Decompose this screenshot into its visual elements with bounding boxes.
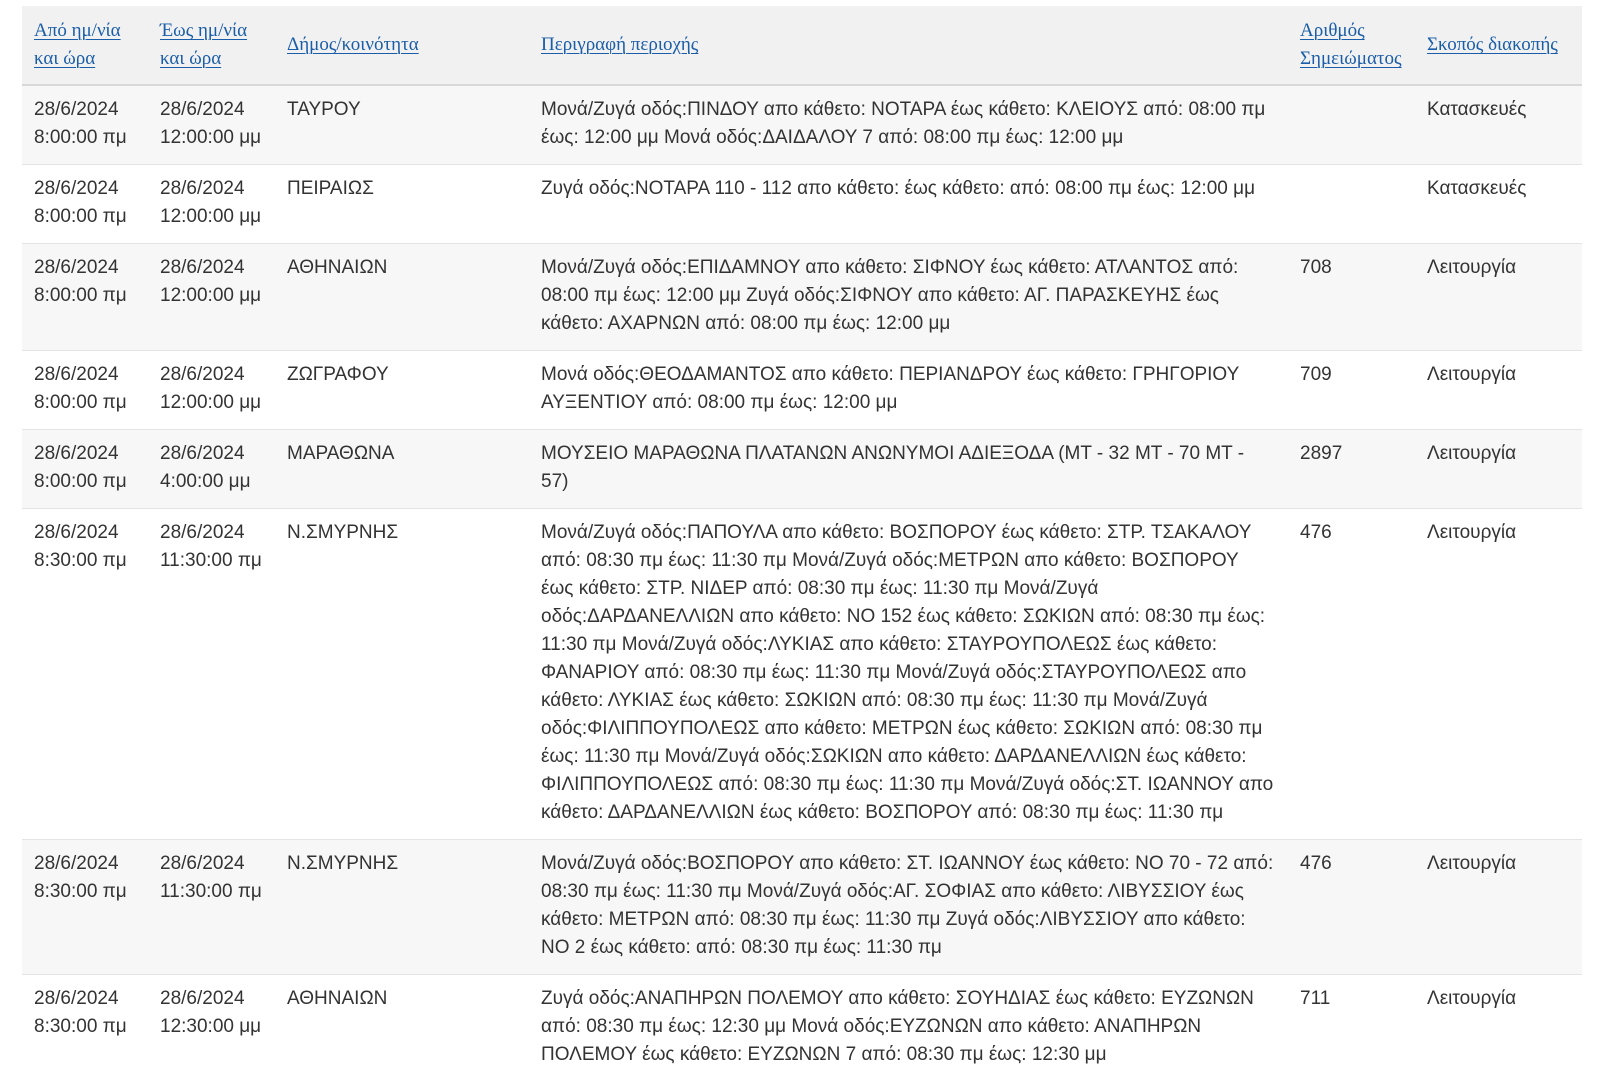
column-header-description-label: Περιγραφή περιοχής <box>541 34 699 55</box>
column-header-municipality-label: Δήμος/κοινότητα <box>287 34 419 55</box>
table-row <box>22 840 1582 975</box>
cell-purpose: Λειτουργία <box>1415 351 1582 430</box>
cell-municipality: ΑΘΗΝΑΙΩΝ <box>275 975 529 1082</box>
header-row <box>22 6 1582 85</box>
cell-ticket: 709 <box>1288 351 1415 430</box>
cell-ticket: 476 <box>1288 509 1415 840</box>
cell-from: 28/6/2024 8:00:00 πμ <box>22 430 148 509</box>
cell-to: 28/6/2024 12:00:00 μμ <box>148 85 275 165</box>
cell-description: Μονά/Ζυγά οδός:ΒΟΣΠΟΡΟΥ απο κάθετο: ΣΤ. ΙΩΑΝΝΟΥ έως κάθετο: ΝΟ 70 - 72 από: 08:30 πμ έως: 11:30 πμ Μονά/Ζυγά οδός:ΑΓ. ΣΟΦΙΑΣ απο κάθετο: ΛΙΒΥΣΣΙΟΥ έως κάθετο: ΜΕΤΡΩΝ από: 08:30 πμ έως: 11:30 πμ Ζυγά οδός:ΛΙΒΥΣΣΙΟΥ απο κάθετο: ΝΟ 2 έως κάθετο: από: 08:30 πμ έως: 11:30 πμ <box>529 840 1288 975</box>
column-header-from-label: Από ημ/νία και ώρα <box>34 20 121 69</box>
cell-from: 28/6/2024 8:00:00 πμ <box>22 351 148 430</box>
cell-ticket <box>1288 165 1415 244</box>
cell-ticket: 711 <box>1288 975 1415 1082</box>
table-row <box>22 430 1582 509</box>
column-header-to-label: Έως ημ/νία και ώρα <box>160 20 248 69</box>
table-body <box>22 85 1582 1081</box>
cell-purpose: Κατασκευές <box>1415 85 1582 165</box>
cell-description: ΜΟΥΣΕΙΟ ΜΑΡΑΘΩΝΑ ΠΛΑΤΑΝΩΝ ΑΝΩΝΥΜΟΙ ΑΔΙΕΞΟΔΑ (ΜΤ - 32 ΜΤ - 70 ΜΤ - 57) <box>529 430 1288 509</box>
cell-to: 28/6/2024 12:00:00 μμ <box>148 165 275 244</box>
cell-municipality: Ν.ΣΜΥΡΝΗΣ <box>275 840 529 975</box>
column-header-ticket-label: Αριθμός Σημειώματος <box>1300 20 1402 69</box>
table-row <box>22 244 1582 351</box>
cell-to: 28/6/2024 4:00:00 μμ <box>148 430 275 509</box>
table-row <box>22 509 1582 840</box>
cell-ticket: 2897 <box>1288 430 1415 509</box>
cell-municipality: Ν.ΣΜΥΡΝΗΣ <box>275 509 529 840</box>
table-row <box>22 975 1582 1082</box>
cell-purpose: Λειτουργία <box>1415 840 1582 975</box>
cell-description: Ζυγά οδός:ΝΟΤΑΡΑ 110 - 112 απο κάθετο: έως κάθετο: από: 08:00 πμ έως: 12:00 μμ <box>529 165 1288 244</box>
cell-purpose: Λειτουργία <box>1415 430 1582 509</box>
cell-purpose: Λειτουργία <box>1415 975 1582 1082</box>
column-header-purpose-label: Σκοπός διακοπής <box>1427 34 1558 55</box>
cell-purpose: Λειτουργία <box>1415 244 1582 351</box>
table-header <box>22 6 1582 85</box>
cell-ticket <box>1288 85 1415 165</box>
cell-from: 28/6/2024 8:30:00 πμ <box>22 975 148 1082</box>
cell-description: Μονά/Ζυγά οδός:ΠΑΠΟΥΛΑ απο κάθετο: ΒΟΣΠΟΡΟΥ έως κάθετο: ΣΤΡ. ΤΣΑΚΑΛΟΥ από: 08:30 πμ έως: 11:30 πμ Μονά/Ζυγά οδός:ΜΕΤΡΩΝ απο κάθετο: ΒΟΣΠΟΡΟΥ έως κάθετο: ΣΤΡ. ΝΙΔΕΡ από: 08:30 πμ έως: 11:30 πμ Μονά/Ζυγά οδός:ΔΑΡΔΑΝΕΛΛΙΩΝ απο κάθετο: ΝΟ 152 έως κάθετο: ΣΩΚΙΩΝ από: 08:30 πμ έως: 11:30 πμ Μονά/Ζυγά οδός:ΛΥΚΙΑΣ απο κάθετο: ΣΤΑΥΡΟΥΠΟΛΕΩΣ έως κάθετο: ΦΑΝΑΡΙΟΥ από: 08:30 πμ έως: 11:30 πμ Μονά/Ζυγά οδός:ΣΤΑΥΡΟΥΠΟΛΕΩΣ απο κάθετο: ΛΥΚΙΑΣ έως κάθετο: ΣΩΚΙΩΝ από: 08:30 πμ έως: 11:30 πμ Μονά/Ζυγά οδός:ΦΙΛΙΠΠΟΥΠΟΛΕΩΣ απο κάθετο: ΜΕΤΡΩΝ έως κάθετο: ΣΩΚΙΩΝ από: 08:30 πμ έως: 11:30 πμ Μονά/Ζυγά οδός:ΣΩΚΙΩΝ απο κάθετο: ΔΑΡΔΑΝΕΛΛΙΩΝ έως κάθετο: ΦΙΛΙΠΠΟΥΠΟΛΕΩΣ από: 08:30 πμ έως: 11:30 πμ Μονά/Ζυγά οδός:ΣΤ. ΙΩΑΝΝΟΥ απο κάθετο: ΔΑΡΔΑΝΕΛΛΙΩΝ έως κάθετο: ΒΟΣΠΟΡΟΥ από: 08:30 πμ έως: 11:30 πμ <box>529 509 1288 840</box>
cell-ticket: 708 <box>1288 244 1415 351</box>
table-row <box>22 165 1582 244</box>
cell-to: 28/6/2024 11:30:00 πμ <box>148 840 275 975</box>
cell-from: 28/6/2024 8:00:00 πμ <box>22 165 148 244</box>
column-header-to[interactable] <box>148 6 275 85</box>
column-header-from[interactable] <box>22 6 148 85</box>
column-header-ticket[interactable] <box>1288 6 1415 85</box>
cell-to: 28/6/2024 12:30:00 μμ <box>148 975 275 1082</box>
cell-purpose: Κατασκευές <box>1415 165 1582 244</box>
cell-to: 28/6/2024 12:00:00 μμ <box>148 351 275 430</box>
cell-from: 28/6/2024 8:00:00 πμ <box>22 244 148 351</box>
cell-ticket: 476 <box>1288 840 1415 975</box>
cell-purpose: Λειτουργία <box>1415 509 1582 840</box>
column-header-description[interactable] <box>529 6 1288 85</box>
column-header-municipality[interactable] <box>275 6 529 85</box>
table-row <box>22 85 1582 165</box>
outages-table-container <box>22 6 1582 1081</box>
cell-municipality: ΜΑΡΑΘΩΝΑ <box>275 430 529 509</box>
cell-description: Μονά οδός:ΘΕΟΔΑΜΑΝΤΟΣ απο κάθετο: ΠΕΡΙΑΝΔΡΟΥ έως κάθετο: ΓΡΗΓΟΡΙΟΥ ΑΥΞΕΝΤΙΟΥ από: 08:00 πμ έως: 12:00 μμ <box>529 351 1288 430</box>
cell-description: Μονά/Ζυγά οδός:ΕΠΙΔΑΜΝΟΥ απο κάθετο: ΣΙΦΝΟΥ έως κάθετο: ΑΤΛΑΝΤΟΣ από: 08:00 πμ έως: 12:00 μμ Ζυγά οδός:ΣΙΦΝΟΥ απο κάθετο: ΑΓ. ΠΑΡΑΣΚΕΥΗΣ έως κάθετο: ΑΧΑΡΝΩΝ από: 08:00 πμ έως: 12:00 μμ <box>529 244 1288 351</box>
cell-from: 28/6/2024 8:30:00 πμ <box>22 840 148 975</box>
cell-municipality: ΠΕΙΡΑΙΩΣ <box>275 165 529 244</box>
cell-municipality: ΑΘΗΝΑΙΩΝ <box>275 244 529 351</box>
cell-description: Μονά/Ζυγά οδός:ΠΙΝΔΟΥ απο κάθετο: ΝΟΤΑΡΑ έως κάθετο: ΚΛΕΙΟΥΣ από: 08:00 πμ έως: 12:00 μμ Μονά οδός:ΔΑΙΔΑΛΟΥ 7 από: 08:00 πμ έως: 12:00 μμ <box>529 85 1288 165</box>
column-header-purpose[interactable] <box>1415 6 1582 85</box>
cell-from: 28/6/2024 8:00:00 πμ <box>22 85 148 165</box>
cell-from: 28/6/2024 8:30:00 πμ <box>22 509 148 840</box>
cell-municipality: ΖΩΓΡΑΦΟΥ <box>275 351 529 430</box>
outages-table <box>22 6 1582 1081</box>
table-row <box>22 351 1582 430</box>
cell-description: Ζυγά οδός:ΑΝΑΠΗΡΩΝ ΠΟΛΕΜΟΥ απο κάθετο: ΣΟΥΗΔΙΑΣ έως κάθετο: ΕΥΖΩΝΩΝ από: 08:30 πμ έως: 12:30 μμ Μονά οδός:ΕΥΖΩΝΩΝ απο κάθετο: ΑΝΑΠΗΡΩΝ ΠΟΛΕΜΟΥ έως κάθετο: ΕΥΖΩΝΩΝ 7 από: 08:30 πμ έως: 12:30 μμ <box>529 975 1288 1082</box>
cell-to: 28/6/2024 11:30:00 πμ <box>148 509 275 840</box>
cell-to: 28/6/2024 12:00:00 μμ <box>148 244 275 351</box>
cell-municipality: ΤΑΥΡΟΥ <box>275 85 529 165</box>
